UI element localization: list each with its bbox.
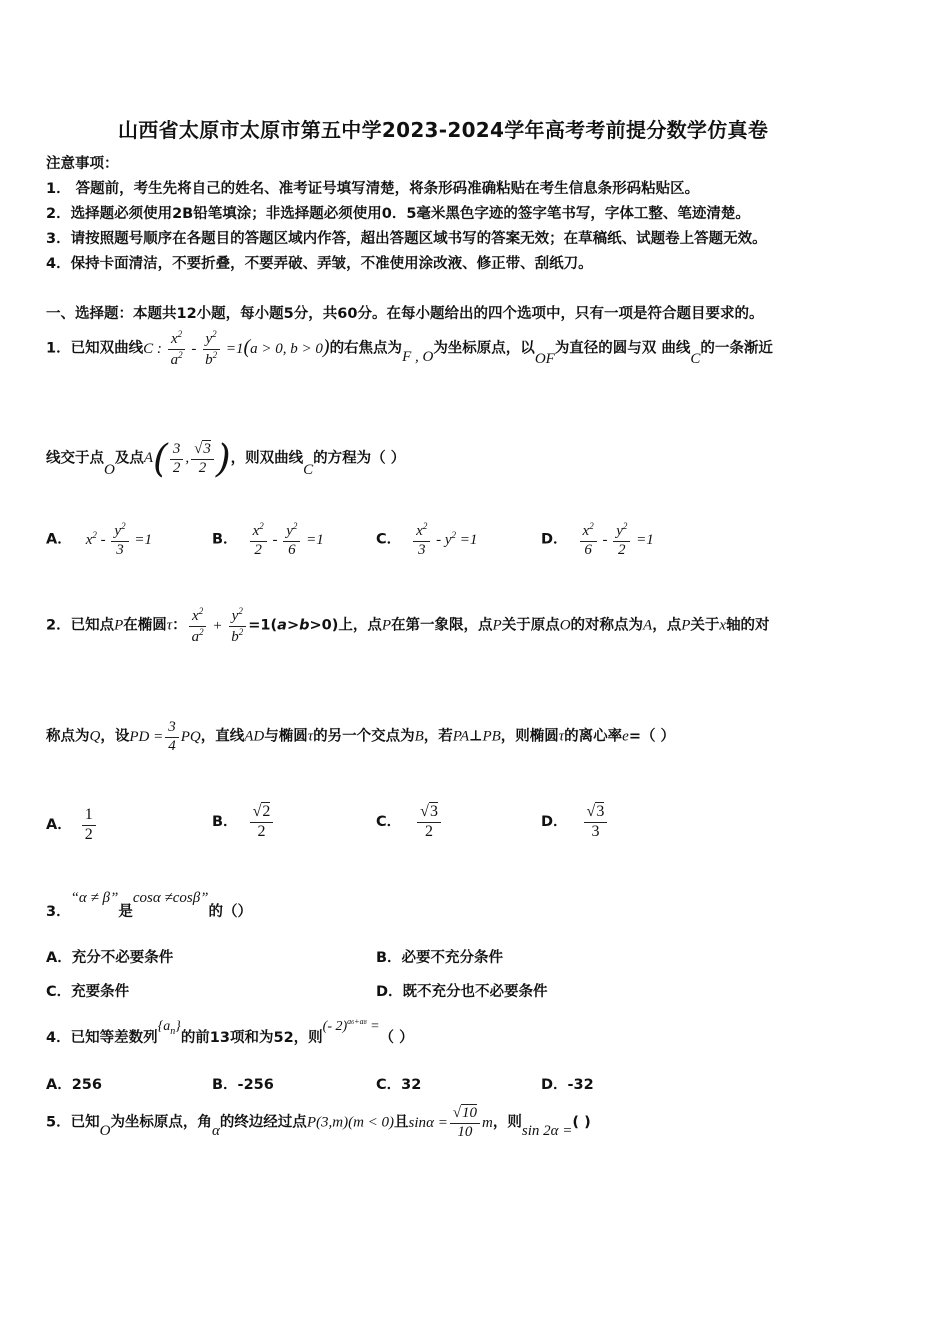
q3-option-a[interactable]: A．充分不必要条件 — [46, 950, 174, 966]
q2-line2-i: （ ） — [640, 728, 676, 745]
q2-text-3: 在第一象限，点 — [391, 617, 493, 634]
q2-tau: τ — [166, 617, 173, 634]
q1-option-a[interactable]: A． $x^2$ - $\frac{y^2}{3}$ =1 — [46, 521, 152, 558]
q2-line2-b: ，设 — [100, 728, 130, 745]
q4-option-a[interactable]: A．256 — [46, 1077, 102, 1093]
q1-line2-a: 线交于点 — [46, 450, 104, 467]
q3-option-b[interactable]: B．必要不充分条件 — [376, 950, 504, 966]
q5-alpha: α — [211, 1122, 220, 1139]
q5-text-1: 为坐标原点，角 — [110, 1114, 212, 1131]
q5-sin-formula: sinα = $\frac{√10}{10}$ m — [408, 1105, 493, 1140]
q2-option-a-label: A． — [46, 816, 72, 833]
q1-f-o: F , O — [402, 348, 434, 365]
q5-number: 5．已知 — [46, 1114, 100, 1131]
question-2-line-1: 2．已知点P在椭圆τ： $\frac{x^2}{a^2}$ + $\frac{y^2}{b^2}$ =1(a>b>0)上，点P在第一象限，点P关于原点O的对称点为A，点P关于x轴的对 — [46, 606, 770, 645]
q1-text-4: 的一条渐近 — [700, 340, 773, 357]
q4-option-c[interactable]: C．32 — [376, 1077, 422, 1093]
q1-option-a-label: A． — [46, 531, 72, 548]
q2-text-1: 在椭圆 — [123, 617, 167, 634]
q1-text-2: 为坐标原点，以 — [433, 340, 535, 357]
notes-heading: 注意事项： — [46, 156, 119, 172]
q1-line2-c: ，则双曲线 — [230, 450, 304, 467]
q2-option-a[interactable]: A． $\frac{1}{2}$ — [46, 807, 98, 844]
q1-point-o: O — [104, 462, 115, 479]
note-item-2: 2．选择题必须使用2B铅笔填涂；非选择题必须使用0．5毫米黑色字迹的签字笔书写，字体工整、笔迹清楚。 — [46, 206, 750, 222]
q4-option-d[interactable]: D．-32 — [541, 1077, 594, 1093]
q1-c: C — [690, 350, 701, 367]
q4-option-b[interactable]: B．-256 — [212, 1077, 274, 1093]
q2-text-5: 的对称点为 — [570, 617, 644, 634]
q1-option-c-label: C． — [376, 531, 402, 548]
q3-option-c[interactable]: C．充要条件 — [46, 984, 130, 1000]
q5-point: P(3,m)(m < 0) — [306, 1114, 395, 1131]
q1-option-d-label: D． — [541, 531, 568, 548]
q2-number: 2．已知点 — [46, 617, 115, 634]
q3-number: 3． — [46, 904, 71, 920]
q2-vector-formula: PD = $\frac{3}{4}$ PQ — [129, 719, 201, 754]
q4-sequence: $\{a_n\}$ — [157, 1019, 181, 1037]
q2-text-4: 关于原点 — [501, 617, 560, 634]
note-item-1: 1． 答题前，考生先将自己的姓名、准考证号填写清楚，将条形码准确粘贴在考生信息条形码粘贴区。 — [46, 181, 700, 197]
q2-option-c-label: C． — [376, 813, 402, 830]
q1-number: 1．已知双曲线 — [46, 340, 144, 357]
question-2-line-2: 称点为Q，设PD = $\frac{3}{4}$ PQ，直线AD与椭圆τ的另一个交点为B，若PA⊥PB，则椭圆τ的离心率e=（ ） — [46, 719, 676, 754]
q2-ellipse-formula: $\frac{x^2}{a^2}$ + $\frac{y^2}{b^2}$ — [187, 618, 249, 634]
q2-line2-c: ，直线 — [200, 728, 245, 745]
q2-line2-f: ，若 — [423, 728, 453, 745]
q2-line2-d: 与椭圆 — [264, 728, 308, 745]
q1-text-3: 为直径的圆与双 曲线 — [554, 340, 691, 357]
q2-option-b-label: B． — [212, 813, 238, 830]
q2-option-b[interactable]: B． $\frac{√2}{2}$ — [212, 804, 275, 841]
q2-option-d-label: D． — [541, 813, 568, 830]
question-3 — [46, 886, 253, 920]
q2-text-8: 轴的对 — [726, 617, 770, 634]
q3-cond-2: cosα ≠cosβ” — [132, 890, 209, 906]
q4-expression: (- 2)$^{a6+a8}$ = — [322, 1017, 380, 1034]
q1-point-a: A( $\frac{3}{2}$ , $\frac{√3}{2}$ ) — [143, 437, 231, 481]
q5-text-4: ，则 — [492, 1114, 522, 1131]
q1-text-1: 的右焦点为 — [329, 340, 403, 357]
q2-line2-h: 的离心率 — [564, 728, 623, 745]
q1-option-b[interactable]: B． $\frac{x^2}{2}$ - $\frac{y^2}{6}$ =1 — [212, 521, 324, 558]
note-item-4: 4．保持卡面清洁，不要折叠，不要弄破、弄皱，不准使用涂改液、修正带、刮纸刀。 — [46, 256, 593, 272]
section-heading: 一、选择题：本题共12小题，每小题5分，共60分。在每小题给出的四个选项中，只有一项是符合题目要求的。 — [46, 306, 764, 322]
q3-end: 的（） — [208, 904, 253, 920]
q4-number: 4．已知等差数列 — [46, 1030, 158, 1046]
question-1-line-2 — [46, 437, 406, 481]
q4-text-2: （ ） — [379, 1030, 414, 1046]
q1-of: OF — [534, 350, 555, 367]
q1-c2: C — [303, 462, 314, 479]
q5-text-3: 且 — [394, 1114, 409, 1131]
q2-option-c[interactable]: C． $\frac{√3}{2}$ — [376, 804, 443, 841]
note-item-3: 3．请按照题号顺序在各题目的答题区域内作答，超出答题区域书写的答案无效；在草稿纸、试题卷上答题无效。 — [46, 231, 767, 247]
question-4 — [46, 1014, 414, 1046]
q5-text-2: 的终边经过点 — [219, 1114, 307, 1131]
q5-sin2a: sin 2α = — [521, 1122, 573, 1139]
q1-option-b-label: B． — [212, 531, 238, 548]
q5-o: O — [99, 1122, 111, 1139]
q2-cond: =1(a>b>0) — [248, 617, 339, 634]
q2-text-6: ，点 — [652, 617, 682, 634]
q1-line2-d: 的方程为（ ） — [313, 450, 406, 467]
q5-text-5: ( ) — [572, 1114, 591, 1131]
q2-line2-g: ，则椭圆 — [500, 728, 559, 745]
q3-mid: 是 — [118, 904, 133, 920]
question-5 — [46, 1106, 591, 1141]
q2-option-d[interactable]: D． $\frac{√3}{3}$ — [541, 804, 609, 841]
q2-line2-a: 称点为 — [46, 728, 90, 745]
q2-text-2: 上，点 — [338, 617, 382, 634]
question-1-line-1 — [46, 330, 773, 369]
page-title: 山西省太原市太原市第五中学2023-2024学年高考考前提分数学仿真卷 — [118, 118, 769, 142]
q1-option-d[interactable]: D． $\frac{x^2}{6}$ - $\frac{y^2}{2}$ =1 — [541, 521, 654, 558]
q2-line2-e: 的另一个交点为 — [313, 728, 415, 745]
q3-cond-1: “α ≠ β” — [70, 890, 119, 906]
q2-p: P — [114, 617, 124, 634]
q1-line2-b: 及点 — [114, 450, 144, 467]
q4-text-1: 的前13项和为52，则 — [180, 1030, 323, 1046]
q1-hyperbola-formula: C : $\frac{x^2}{a^2}$ - $\frac{y^2}{b^2}$ =1(a > 0, b > 0) — [143, 329, 330, 368]
q1-option-c[interactable]: C． $\frac{x^2}{3}$ - $y^2 =1$ — [376, 521, 478, 558]
q3-option-d[interactable]: D．既不充分也不必要条件 — [376, 984, 548, 1000]
q2-text-7: 关于 — [690, 617, 720, 634]
